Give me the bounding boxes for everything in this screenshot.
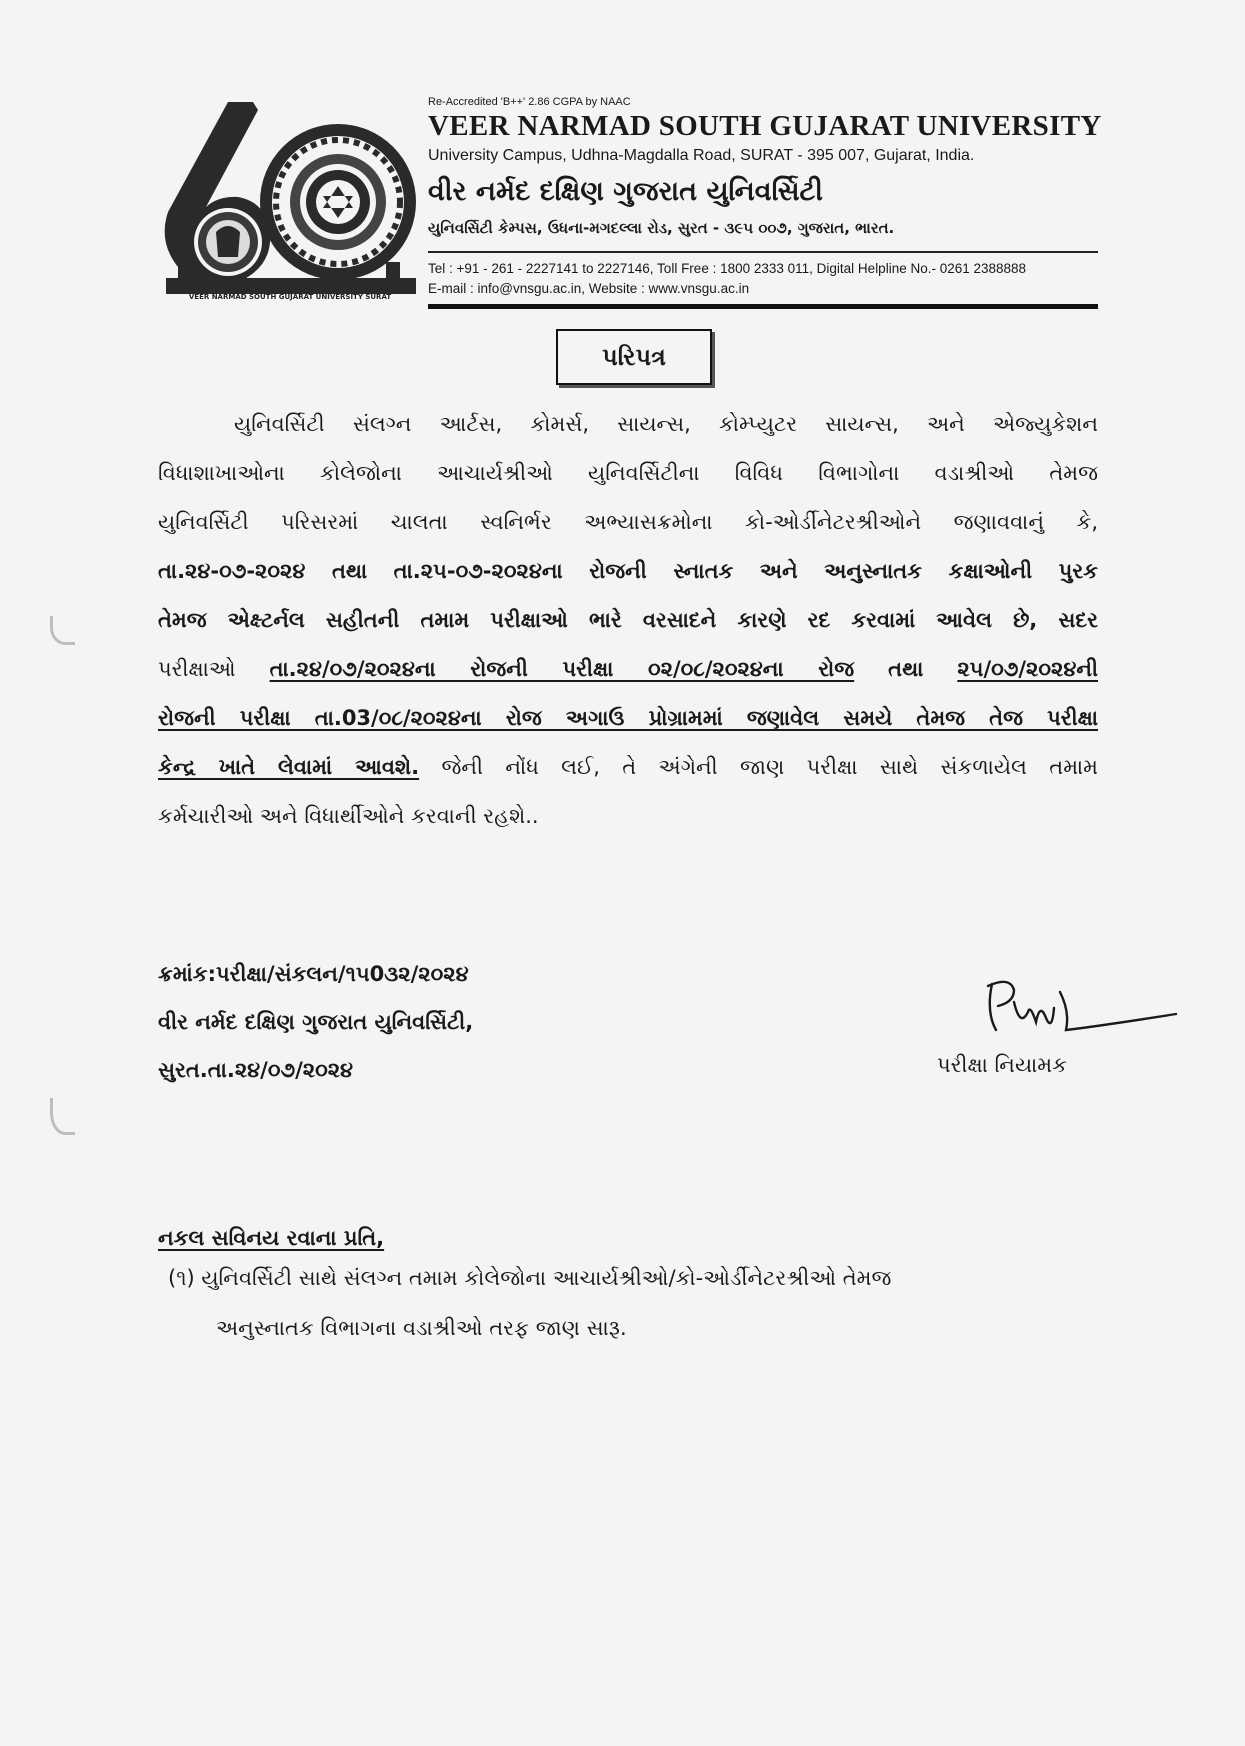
body-line: તેમજ એક્ષ્ટર્નલ સહીતની તમામ પરીક્ષાઓ ભારે વરસાદને કારણે રદ કરવામાં આવેલ છે, સદર xyxy=(158,608,1098,632)
university-60-years-logo xyxy=(158,92,420,314)
copy-to-item-line: અનુસ્નાતક વિભાગના વડાશ્રીઓ તરફ જાણ સારૂ. xyxy=(216,1316,627,1340)
body-line: તા.૨૪-૦૭-૨૦૨૪ તથા તા.૨૫-૦૭-૨૦૨૪ના રોજની સ્નાતક અને અનુસ્નાતક કક્ષાઓની પુરક xyxy=(158,559,1098,583)
university-name-english: VEER NARMAD SOUTH GUJARAT UNIVERSITY xyxy=(428,110,1102,142)
header-divider xyxy=(428,251,1098,253)
reference-place-date: સુરત.તા.૨૪/૦૭/૨૦૨૪ xyxy=(158,1058,354,1082)
rescheduled-date-2: ૨૫/૦૭/૨૦૨૪ની xyxy=(957,657,1099,681)
body-line xyxy=(158,645,1098,694)
rescheduled-date-1: તા.૨૪/૦૭/૨૦૨૪ના રોજની પરીક્ષા ૦૨/૦૮/૨૦૨૪ના રોજ xyxy=(269,657,855,681)
body-text: પરીક્ષાઓ xyxy=(158,657,236,681)
signature xyxy=(980,972,1180,1042)
punch-hole-mark xyxy=(50,1098,75,1135)
header-thick-divider xyxy=(428,304,1098,309)
contact-phone: Tel : +91 - 261 - 2227141 to 2227146, Toll Free : 1800 2333 011, Digital Helpline No.- 0261 2388888 xyxy=(428,261,1027,276)
punch-hole-mark xyxy=(50,616,75,645)
rescheduled-line: રોજની પરીક્ષા તા.03/૦૮/૨૦૨૪ના રોજ અગાઉ પ્રોગ્રામમાં જણાવેલ સમયે તેમજ તેજ પરીક્ષા xyxy=(158,706,1098,730)
body-text: તથા xyxy=(888,657,924,681)
signatory-title: પરીક્ષા નિયામક xyxy=(937,1053,1067,1077)
reference-issuer: વીર નર્મદ દક્ષિણ ગુજરાત યુનિવર્સિટી, xyxy=(158,1010,474,1034)
exam-centre-note: કેન્દ્ર ખાતે લેવામાં આવશે. xyxy=(158,755,420,779)
body-line: વિધાશાખાઓના કોલેજોના આચાર્યશ્રીઓ યુનિવર્સિટીના વિવિધ વિભાગોના વડાશ્રીઓ તેમજ xyxy=(158,461,1098,485)
address-gujarati: યુનિવર્સિટી કેમ્પસ, ઉધના-મગદલ્લા રોડ, સુરત - ૩૯૫ ૦૦૭, ગુજરાત, ભારત. xyxy=(428,219,895,237)
circular-body xyxy=(158,400,1098,841)
copy-to-heading: નકલ સવિનય રવાના પ્રતિ, xyxy=(158,1226,385,1250)
body-text: જેની નોંધ લઈ, તે અંગેની જાણ પરીક્ષા સાથે સંકળાયેલ તમામ xyxy=(441,755,1099,779)
university-name-gujarati: વીર નર્મદ દક્ષિણ ગુજરાત યુનિવર્સિટી xyxy=(428,176,823,207)
body-line: કર્મચારીઓ અને વિધાર્થીઓને કરવાની રહશે.. xyxy=(158,804,539,828)
body-line: યુનિવર્સિટી સંલગ્ન આર્ટસ, કોમર્સ, સાયન્સ, કોમ્પ્યુટર સાયન્સ, અને એજ્યુકેશન xyxy=(234,412,1098,436)
body-line: યુનિવર્સિટી પરિસરમાં ચાલતા સ્વનિર્ભર અભ્યાસક્રમોના કો-ઓર્ડીનેટરશ્રીઓને જણાવવાનું કે, xyxy=(158,510,1098,534)
circular-title: પરિપત્ર xyxy=(556,329,712,385)
reference-number: ક્રમાંક:પરીક્ષા/સંકલન/૧૫0૩૨/૨૦૨૪ xyxy=(158,962,469,986)
body-line xyxy=(158,743,1098,792)
accreditation-text: Re-Accredited 'B++' 2.86 CGPA by NAAC xyxy=(428,96,631,108)
logo-caption: VEER NARMAD SOUTH GUJARAT UNIVERSITY SURAT xyxy=(188,293,392,301)
copy-to-item-line: (૧) યુનિવર્સિટી સાથે સંલગ્ન તમામ કોલેજોના આચાર્યશ્રીઓ/કો-ઓર્ડીનેટરશ્રીઓ તેમજ xyxy=(168,1266,892,1290)
contact-email-website: E-mail : info@vnsgu.ac.in, Website : www.vnsgu.ac.in xyxy=(428,281,750,296)
address-english: University Campus, Udhna-Magdalla Road, SURAT - 395 007, Gujarat, India. xyxy=(428,147,975,164)
